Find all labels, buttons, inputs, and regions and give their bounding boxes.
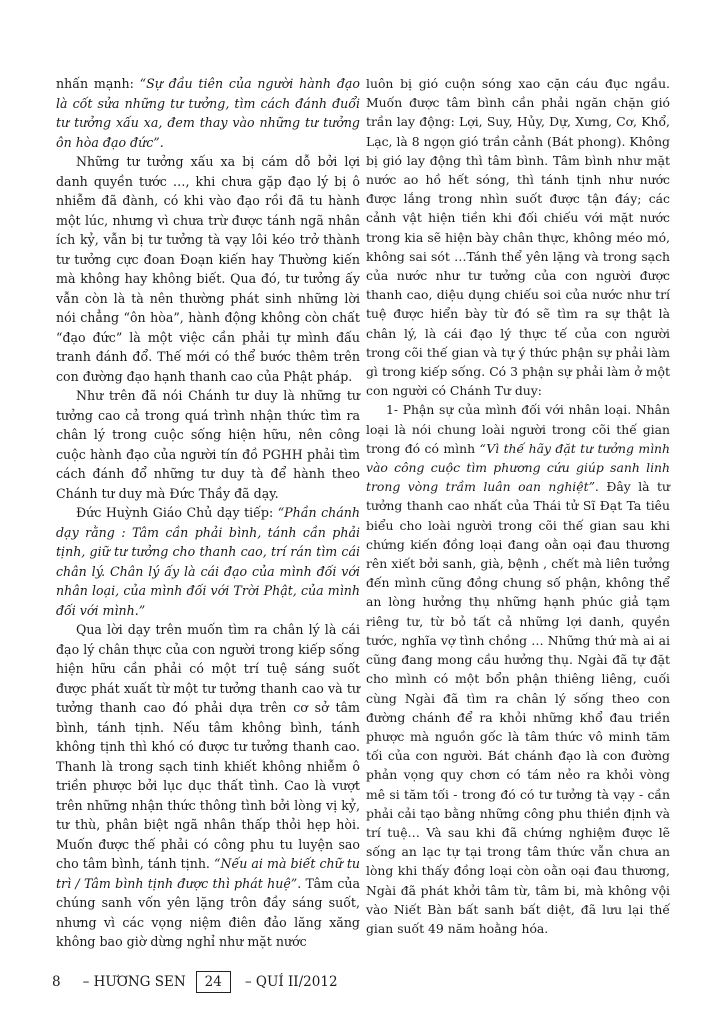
quote-text: “Nếu ai mà biết chữ tu trì / Tâm bình tịnh được thì phát huệ” <box>56 856 360 891</box>
right-column <box>366 74 670 938</box>
paragraph: luôn bị gió cuộn sóng xao cặn cáu đục ngầu. Muốn được tâm bình cần phải ngăn chặn gió trần lay động: Lợi, Suy, Hủy, Dự, Xưng, Cơ, Khổ, Lạc, là 8 ngọn gió trần cảnh (Bát phong). Không bị gió lay động thì tâm bình. Tâm bình như mặt nước ao hồ hết sóng, thì tánh tịnh như nước được lắng trong nhìn suốt được tận đáy; các cảnh vật hiện tiền khi đối chiếu với mặt nước trong kia sẽ hiện bày chân thực, không méo mó, không sai sót …Tánh thể yên lặng và trong sạch của nước như tư tưởng của con người được thanh cao, diệu dụng chiếu soi của nước như trí tuệ được hiển bày từ đó sẽ tìm ra sự thật là chân lý, là cái đạo lý thực tế của con người trong cõi thế gian và tự ý thức phận sự phải làm gì trong kiếp sống. Có 3 phận sự phải làm ở một con người có Chánh Tư duy: <box>366 76 670 399</box>
body-text: . Đây là tư tưởng thanh cao nhất của Thái tử Sĩ Đạt Ta tiêu biểu cho loài người trong cõi thế gian sau khi chứng kiến đồng loại đang oằn oại đau thương rên xiết bởi sanh, già, bệnh , chết mà liên tưởng đến mình cũng đồng chung số phận, không thể an lòng hưởng thụ những hạnh phúc giả tạm riêng tư, từ bỏ tất cả những lợi danh, quyền tước, nghĩa vợ tình chồng … Những thứ mà ai ai cũng đang mong cầu hưởng thụ. Ngài đã tự đặt cho mình có một bổn phận thiêng liêng, cuối cùng Ngài đã tìm ra chân lý sống theo con đường chánh để ra khỏi những khổ đau triền phược mà nguồn gốc là tâm thức vô minh tăm tối của con người. Bát chánh đạo là con đường phản vọng quy chơn có tám nẻo ra khỏi vòng mê si tăm tối - trong đó có tư tưởng tà vạy - cần phải cải tạo bằng những công phu thiền định và trí tuệ… Và sau khi đã chứng nghiệm được lẽ sống an lạc tự tại trong tâm thức vẫn chưa an lòng khi thấy đồng loại còn oằn oại đau thương, Ngài đã phát khởi tâm từ, tâm bi, mà không vội vào Niết Bàn bất sanh bất diệt, đã lưu lại thế gian suốt 49 năm hoằng hóa. <box>366 479 670 936</box>
quote-text: “Phần chánh dạy rằng : Tâm cần phải bình, tánh cần phải tịnh, giữ tư tưởng cho thanh cao, trí rán tìm cái chân lý. Chân lý ấy là cái đạo của mình đối với nhân loại, của mình đối với Trời Phật, của mình đối với mình.” <box>56 505 360 618</box>
quote-text: “Sự đầu tiên của người hành đạo là cốt sửa những tư tưởng, tìm cách đánh đuổi tư tưởng xấu xa, đem thay vào những tư tưởng ôn hòa đạo đức”. <box>56 76 360 150</box>
issue-number-box: 24 <box>196 971 231 993</box>
page-number: 8 <box>52 974 61 990</box>
paragraph: Những tư tưởng xấu xa bị cám dỗ bởi lợi danh quyền tước …, khi chưa gặp đạo lý bị ô nhiễm đã đành, có khi vào đạo rồi đã tu hành một lúc, nhưng vì chưa trừ được tánh ngã nhân ích kỷ, vẫn bị tư tưởng tà vạy lôi kéo trở thành tư tưởng cực đoan Đoạn kiến hay Thường kiến mà không hay không biết. Qua đó, tư tưởng ấy vẫn còn là tà nên thường phát sinh những lời nói chẳng “ôn hòa”, hành động không còn chất “đạo đức” là một việc cần phải tự mình đấu tranh đánh đổ. Thế mới có thể bước thêm trên con đường đạo hạnh thanh cao của Phật pháp. <box>56 154 360 384</box>
body-text: 1- Phận sự của mình đối với nhân loại. Nhân loại là nói chung loài người trong cõi thế gian trong đó có mình <box>366 402 670 456</box>
left-column <box>56 74 360 952</box>
page-footer <box>52 970 338 994</box>
paragraph <box>56 74 360 152</box>
paragraph <box>56 620 360 952</box>
body-text: Qua lời dạy trên muốn tìm ra chân lý là cái đạo lý chân thực của con người trong kiếp sống hiện hữu cần phải có một trí tuệ sáng suốt được phát xuất từ một tư tưởng thanh cao và tư tưởng thanh cao đó phải dựa trên cơ sở tâm bình, tánh tịnh. Nếu tâm không bình, tánh không tịnh thì khó có được tư tưởng thanh cao. Thanh là trong sạch tinh khiết không nhiễm ô triền phược bởi lục dục thất tình. Cao là vượt trên những nhận thức thông tình bởi lòng vị kỷ, tư thù, phân biệt ngã nhân thấp thỏi hẹp hòi. Muốn được thế phải có công phu tu luyện sao cho tâm bình, tánh tịnh. <box>56 622 360 871</box>
issue-quarter: – QUÍ II/2012 <box>244 974 338 990</box>
magazine-name: – HƯƠNG SEN <box>82 974 186 990</box>
paragraph <box>366 400 670 938</box>
body-text: Đức Huỳnh Giáo Chủ dạy tiếp: <box>76 505 278 520</box>
paragraph: Như trên đã nói Chánh tư duy là những tư tưởng cao cả trong quá trình nhận thức tìm ra chân lý trong cuộc sống hiện hữu, nên công cuộc hành đạo của người tín đồ PGHH phải tìm cách đánh đổ những tư duy tà để hành theo Chánh tư duy mà Đức Thầy đã dạy. <box>56 388 360 501</box>
body-text: nhấn mạnh: <box>56 76 140 91</box>
paragraph <box>56 503 360 620</box>
quote-text: “Vì thế hãy đặt tư tưởng mình vào công cuộc tìm phương cứu giúp sanh linh trong vòng trầm luân oan nghiệt” <box>366 440 671 495</box>
body-text: . Tâm của chúng sanh vốn yên lặng trôn đầy sáng suốt, nhưng vì các vọng niệm điên đảo lăng xăng không bao giờ dừng nghỉ như mặt nước <box>56 875 361 949</box>
